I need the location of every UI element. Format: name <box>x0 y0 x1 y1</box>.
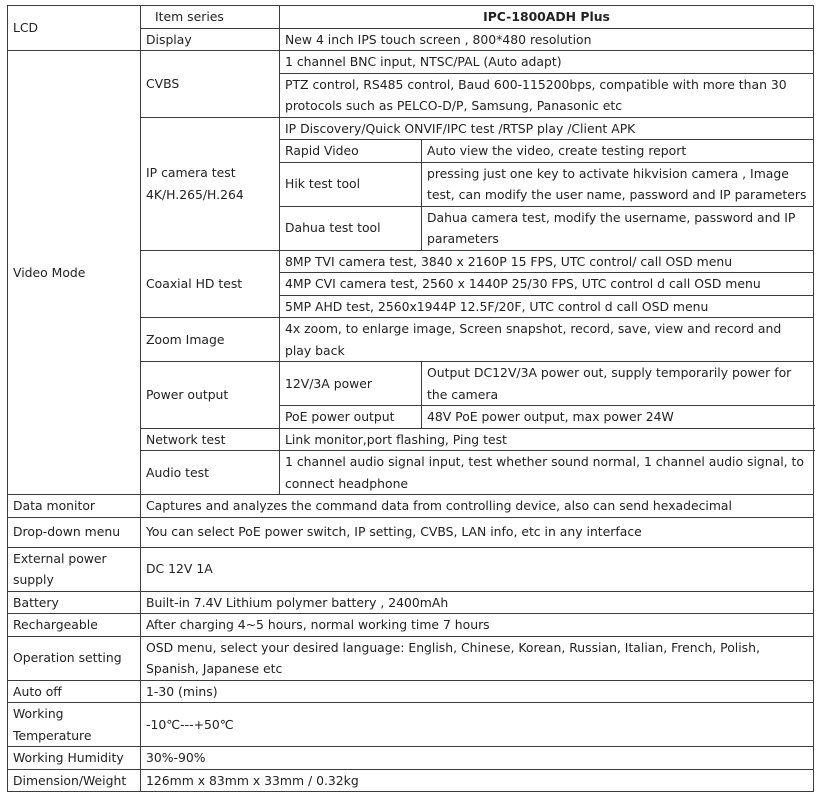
ip-camera-label: IP camera test 4K/H.265/H.264 <box>141 117 280 250</box>
row-label: Dimension/Weight <box>8 769 141 792</box>
cvbs-line-1: 1 channel BNC input, NTSC/PAL (Auto adapt) <box>280 51 814 74</box>
table-row <box>8 769 814 792</box>
table-row <box>8 703 814 747</box>
row-label: Rechargeable <box>8 614 141 637</box>
table-row <box>8 6 814 29</box>
table-row <box>8 51 814 74</box>
display-value: New 4 inch IPS touch screen , 800*480 resolution <box>280 28 814 51</box>
coaxial-line: 4MP CVI camera test, 2560 x 1440P 25/30 FPS, UTC control d call OSD menu <box>280 273 814 296</box>
row-value: 126mm x 83mm x 33mm / 0.32kg <box>141 769 814 792</box>
row-value: Captures and analyzes the command data from controlling device, also can send hexadecimal <box>141 495 814 518</box>
row-value: Built-in 7.4V Lithium polymer battery , 2400mAh <box>141 591 814 614</box>
row-value: After charging 4~5 hours, normal working time 7 hours <box>141 614 814 637</box>
video-mode-label: Video Mode <box>8 51 141 495</box>
row-label: External power supply <box>8 547 141 591</box>
row-label: Working Temperature <box>8 703 141 747</box>
tool-desc: Dahua camera test, modify the username, password and IP parameters <box>422 206 814 250</box>
model-name: IPC-1800ADH Plus <box>280 6 814 29</box>
tool-name: Rapid Video <box>280 140 422 163</box>
item-series-label: Item series <box>141 6 280 29</box>
row-label: Auto off <box>8 680 141 703</box>
table-row <box>8 591 814 614</box>
row-value: OSD menu, select your desired language: English, Chinese, Korean, Russian, Italian, French, Polish, Spanish, Japanese etc <box>141 636 814 680</box>
table-row <box>8 547 814 591</box>
tool-name: Hik test tool <box>280 162 422 206</box>
cvbs-line-2: PTZ control, RS485 control, Baud 600-115200bps, compatible with more than 30 protocols such as PELCO-D/P, Samsung, Panasonic etc <box>280 73 814 117</box>
row-label: Audio test <box>141 451 280 495</box>
row-value: 1 channel audio signal input, test whether sound normal, 1 channel audio signal, to connect headphone <box>280 451 814 495</box>
row-value: DC 12V 1A <box>141 547 814 591</box>
row-value: You can select PoE power switch, IP setting, CVBS, LAN info, etc in any interface <box>141 517 814 547</box>
poe-value: 48V PoE power output, max power 24W <box>422 406 814 429</box>
ip-camera-intro: IP Discovery/Quick ONVIF/IPC test /RTSP play /Client APK <box>280 117 814 140</box>
row-label: Battery <box>8 591 141 614</box>
coaxial-line: 8MP TVI camera test, 3840 x 2160P 15 FPS, UTC control/ call OSD menu <box>280 250 814 273</box>
lcd-label: LCD <box>8 6 141 51</box>
row-label: Data monitor <box>8 495 141 518</box>
row-label: Operation setting <box>8 636 141 680</box>
display-label: Display <box>141 28 280 51</box>
tool-desc: pressing just one key to activate hikvision camera , Image test, can modify the user name, password and IP parameters <box>422 162 814 206</box>
row-value: Link monitor,port flashing, Ping test <box>280 428 814 451</box>
power-output-label: Power output <box>141 362 280 429</box>
table-row <box>8 614 814 637</box>
zoom-value: 4x zoom, to enlarge image, Screen snapshot, record, save, view and record and play back <box>280 318 814 362</box>
table-row <box>8 517 814 547</box>
power-12v-value: Output DC12V/3A power out, supply temporarily power for the camera <box>422 362 814 406</box>
table-row <box>8 680 814 703</box>
row-value: 1-30 (mins) <box>141 680 814 703</box>
table-row <box>8 495 814 518</box>
coaxial-line: 5MP AHD test, 2560x1944P 12.5F/20F, UTC control d call OSD menu <box>280 295 814 318</box>
spec-table <box>7 5 814 792</box>
tool-name: Dahua test tool <box>280 206 422 250</box>
cvbs-label: CVBS <box>141 51 280 118</box>
row-value: 30%-90% <box>141 747 814 770</box>
row-label: Working Humidity <box>8 747 141 770</box>
table-row <box>8 636 814 680</box>
coaxial-label: Coaxial HD test <box>141 250 280 318</box>
row-label: Drop-down menu <box>8 517 141 547</box>
zoom-label: Zoom Image <box>141 318 280 362</box>
poe-label: PoE power output <box>280 406 422 429</box>
row-label: Network test <box>141 428 280 451</box>
row-value: -10℃---+50℃ <box>141 703 814 747</box>
power-12v-label: 12V/3A power <box>280 362 422 406</box>
table-row <box>8 747 814 770</box>
tool-desc: Auto view the video, create testing report <box>422 140 814 163</box>
